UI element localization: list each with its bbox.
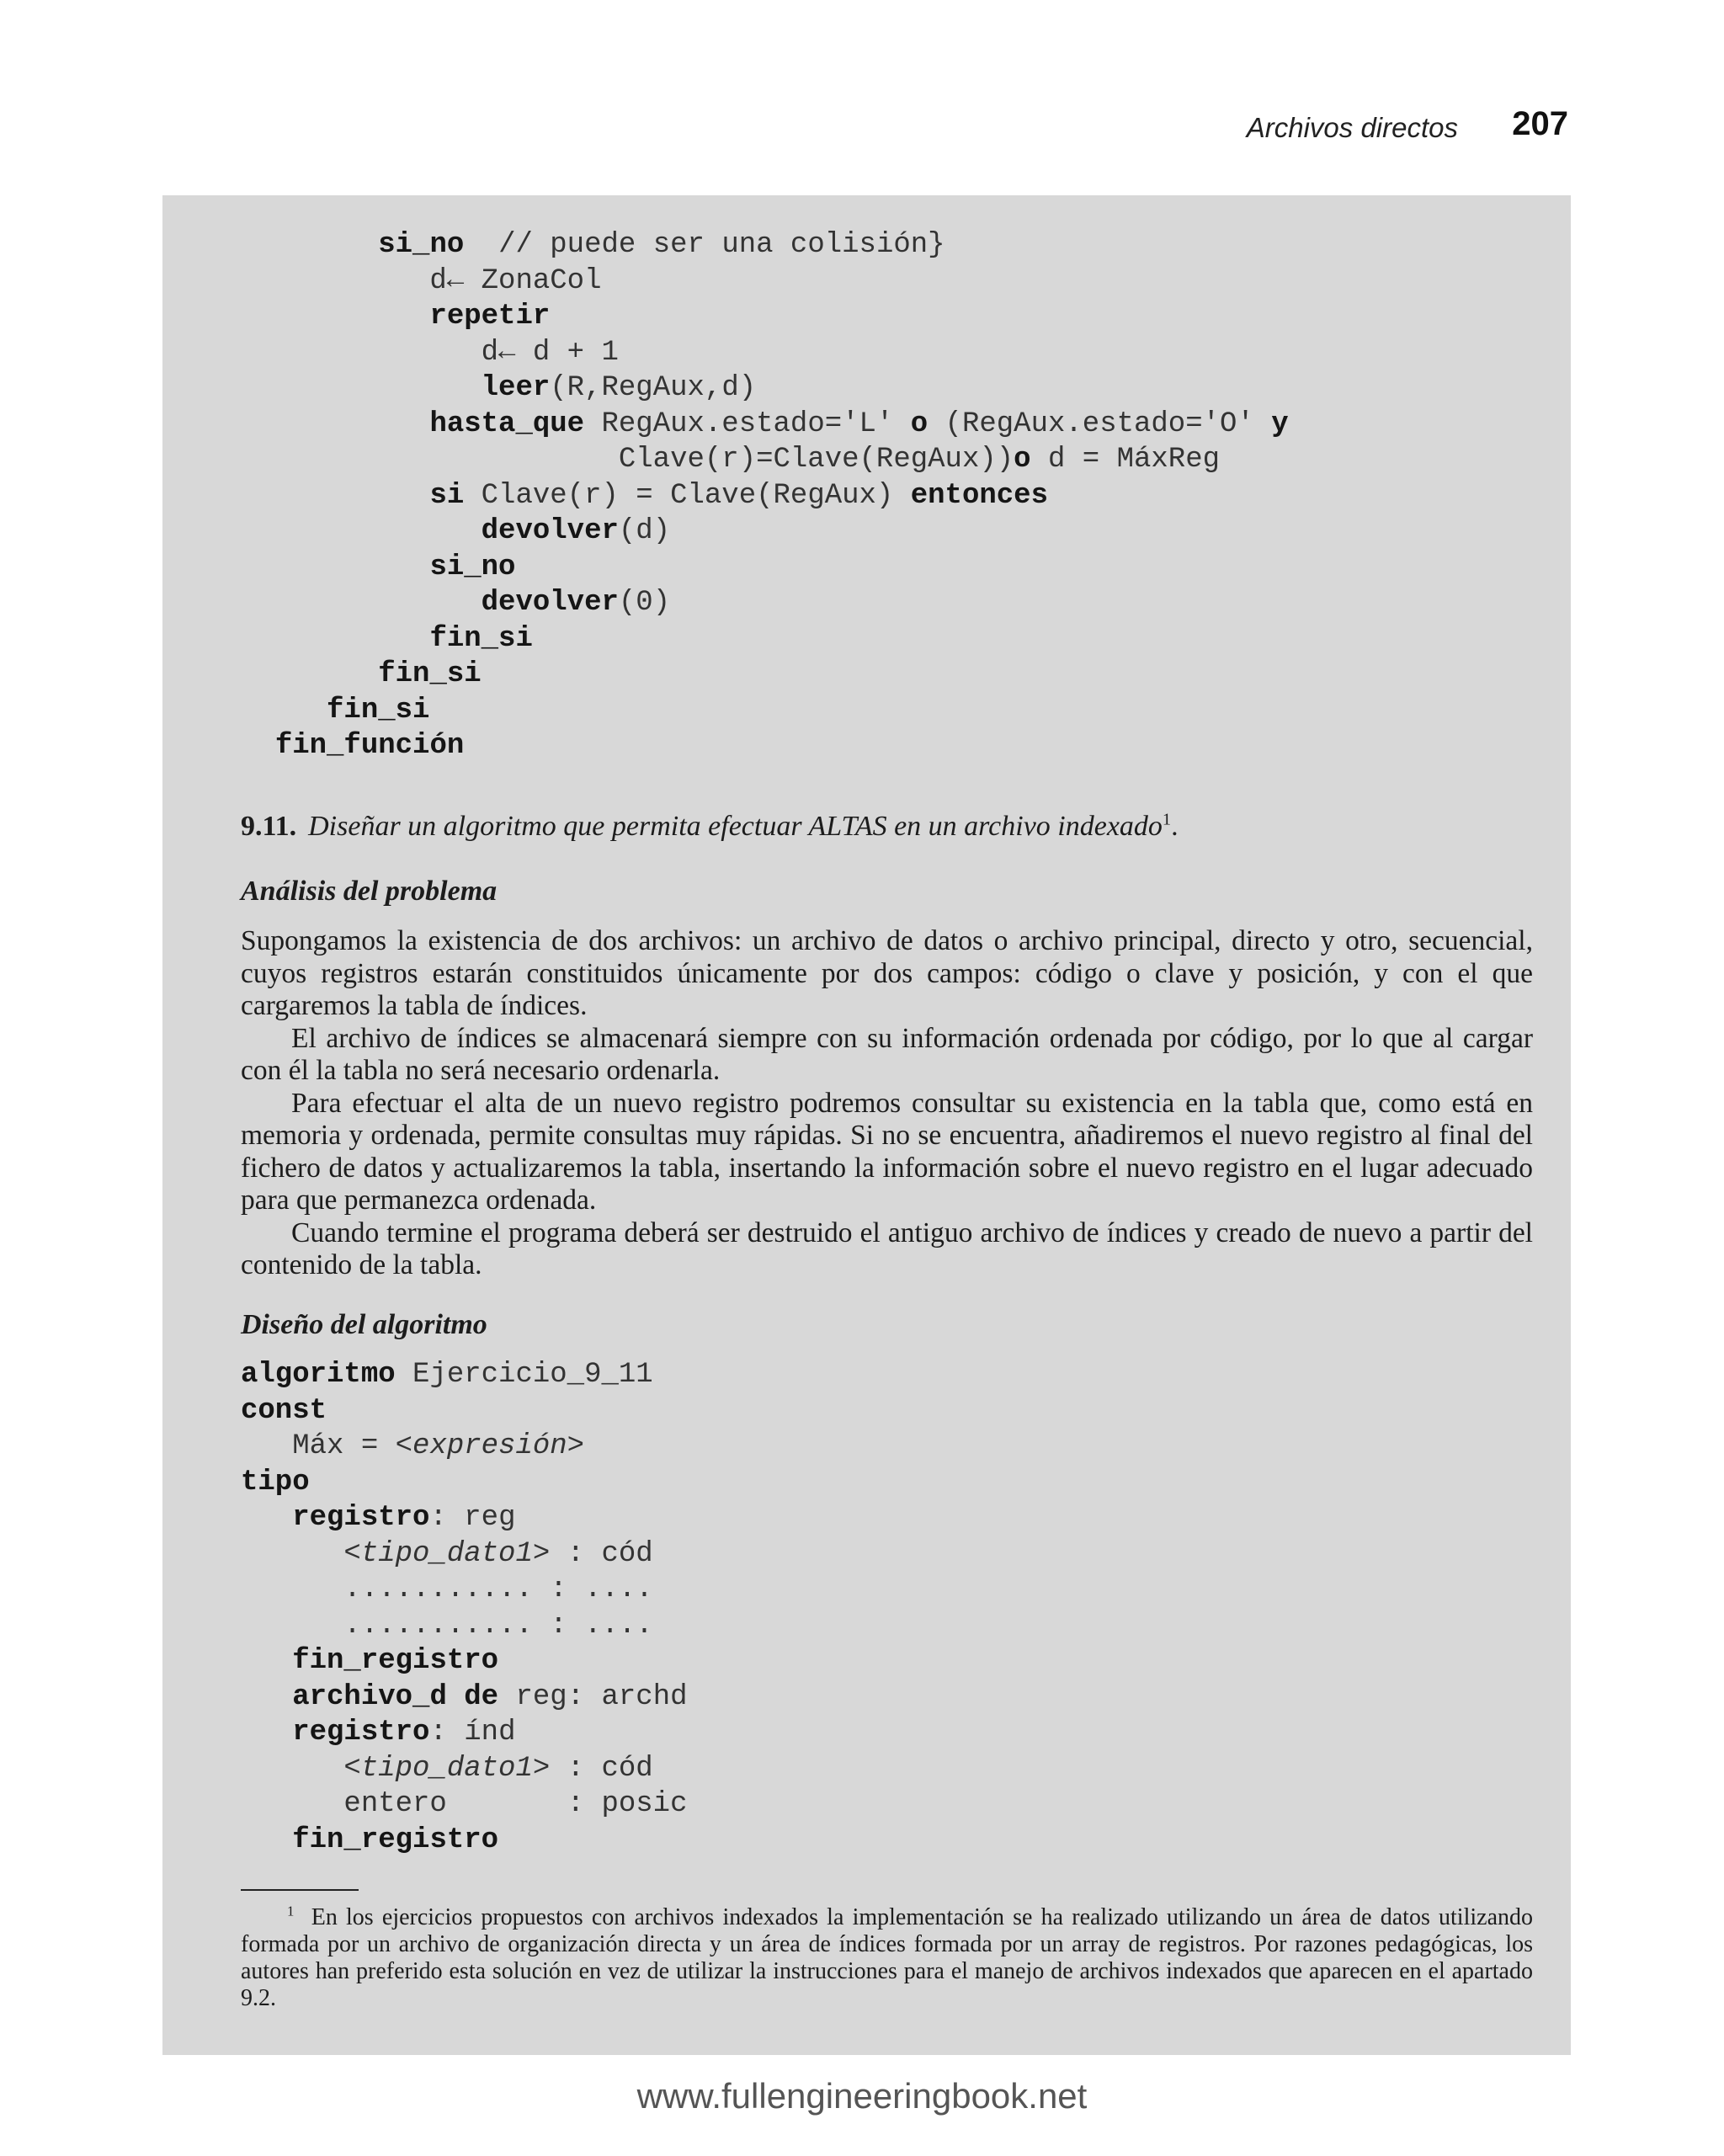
code-keyword: si_no: [378, 229, 465, 261]
code-line: [241, 585, 670, 620]
code-text: (RegAux.estado='O': [928, 407, 1272, 440]
code-line: [241, 1429, 584, 1464]
design-heading: Diseño del algoritmo: [241, 1309, 487, 1340]
code-line: [241, 514, 670, 549]
code-keyword: registro: [292, 1717, 430, 1749]
code-text: : cód: [550, 1752, 653, 1785]
code-keyword: devolver: [481, 515, 619, 547]
code-text: RegAux.estado='L': [584, 407, 911, 440]
code-line: [241, 335, 619, 370]
code-line: [241, 1572, 653, 1607]
code-text: : reg: [429, 1502, 516, 1534]
code-text: ........... : ....: [241, 1573, 653, 1605]
code-text: [241, 301, 429, 333]
code-keyword: o: [1014, 444, 1031, 476]
code-keyword: repetir: [429, 301, 551, 333]
code-line: [241, 1643, 498, 1679]
code-line: [241, 1751, 653, 1786]
code-keyword: devolver: [481, 587, 619, 619]
analysis-paragraph-1: Supongamos la existencia de dos archivos: un archivo de datos o archivo principal, directo y otro, secuencial, cuyos registros estarán constituidos únicamente por dos campos: código o clave y posición, y con el que cargaremos la tabla de índices.: [241, 925, 1533, 1021]
code-keyword: algoritmo: [241, 1359, 396, 1391]
code-text: (d): [618, 515, 671, 547]
footnote-ref: 1: [1162, 810, 1172, 829]
code-line: [241, 1608, 653, 1643]
code-text: [241, 1502, 292, 1534]
code-text: [241, 1538, 343, 1570]
code-line: [241, 1536, 653, 1572]
code-text: [241, 1645, 292, 1677]
code-keyword: fin_registro: [292, 1645, 499, 1677]
analysis-body: [241, 925, 1533, 1282]
code-line: [241, 1393, 327, 1429]
code-line: [241, 1465, 310, 1500]
code-line: [241, 370, 756, 406]
code-keyword: entonces: [910, 479, 1048, 512]
analysis-paragraph-4: Cuando termine el programa deberá ser destruido el antiguo archivo de índices y creado de nuevo a partir del contenido de la tabla.: [241, 1216, 1533, 1280]
code-text: [241, 1824, 292, 1856]
code-text: Clave(r) = Clave(RegAux): [464, 479, 911, 512]
code-line: [241, 1823, 498, 1858]
code-text: [241, 1717, 292, 1749]
code-keyword: hasta_que: [429, 407, 585, 440]
code-text: [241, 372, 482, 404]
code-line: [241, 693, 429, 728]
code-line: [241, 1715, 515, 1750]
exercise-number: 9.11.: [241, 811, 297, 842]
code-line: [241, 621, 533, 657]
exercise-period: .: [1171, 811, 1179, 842]
code-text: ........... : ....: [241, 1609, 653, 1642]
running-title: Archivos directos: [1246, 112, 1458, 143]
code-text: [241, 658, 378, 690]
code-keyword: registro: [292, 1502, 430, 1534]
code-keyword: y: [1271, 407, 1289, 440]
code-keyword: o: [910, 407, 929, 440]
code-line: [241, 478, 1048, 514]
code-text: [241, 551, 429, 583]
code-text: d← d + 1: [241, 336, 619, 369]
code-keyword: const: [241, 1394, 327, 1427]
code-text: [241, 1753, 343, 1785]
exercise-statement: [241, 811, 1179, 843]
analysis-heading: Análisis del problema: [241, 876, 498, 907]
code-text: // puede ser una colisión}: [464, 229, 945, 261]
code-text: (0): [618, 587, 671, 619]
code-text: reg: archd: [498, 1680, 688, 1713]
code-line: [241, 657, 482, 692]
code-keyword: tipo: [241, 1466, 310, 1499]
code-placeholder: <tipo_dato1>: [343, 1537, 551, 1570]
code-text: [241, 408, 429, 440]
code-line: [241, 728, 464, 764]
code-keyword: leer: [481, 372, 551, 404]
code-line: [241, 407, 1289, 442]
site-url: www.fullengineeringbook.net: [636, 2076, 1088, 2116]
code-text: d← ZonaCol: [241, 264, 602, 297]
code-text: [241, 587, 482, 619]
code-line: [241, 550, 515, 585]
code-line: [241, 227, 945, 263]
footnote-rule: [241, 1889, 359, 1891]
code-text: [241, 623, 429, 655]
code-keyword: archivo_d de: [292, 1680, 499, 1713]
code-text: Clave(r)=Clave(RegAux)): [241, 444, 1014, 476]
code-text: [241, 1681, 292, 1713]
exercise-text: Diseñar un algoritmo que permita efectuar ALTAS en un archivo indexado: [308, 811, 1163, 842]
code-keyword: fin_si: [378, 658, 482, 690]
code-text: Ejercicio_9_11: [395, 1359, 653, 1391]
code-text: : índ: [429, 1717, 516, 1749]
code-line: [241, 1786, 688, 1822]
code-keyword: fin_registro: [292, 1823, 499, 1856]
code-line: [241, 1357, 653, 1392]
code-keyword: si: [429, 479, 465, 512]
analysis-paragraph-3: Para efectuar el alta de un nuevo registro podremos consultar su existencia en la tabla que, como está en memoria y ordenada, permite consultas muy rápidas. Si no se encuentra, añadiremos el nuevo registro al final del fichero de datos y actualizaremos la tabla, insertando la información sobre el nuevo registro en el lugar adecuado para que permanezca ordenada.: [241, 1087, 1533, 1216]
code-text: (R,RegAux,d): [550, 372, 757, 404]
code-placeholder: <expresión>: [395, 1430, 585, 1462]
code-text: Máx =: [241, 1430, 396, 1462]
code-keyword: fin_si: [429, 622, 533, 655]
code-text: entero : posic: [241, 1788, 688, 1820]
footnote: [241, 1904, 1533, 2012]
code-placeholder: <tipo_dato1>: [343, 1752, 551, 1785]
code-line: [241, 1680, 688, 1715]
footnote-marker: 1: [287, 1903, 295, 1919]
code-text: [241, 695, 327, 727]
code-keyword: fin_función: [274, 730, 465, 762]
code-line: [241, 264, 601, 299]
code-keyword: si_no: [429, 551, 516, 583]
code-text: [241, 730, 275, 762]
code-text: [241, 229, 378, 261]
code-text: : cód: [550, 1537, 653, 1570]
code-keyword: fin_si: [327, 694, 430, 727]
code-line: [241, 442, 1220, 477]
code-line: [241, 1500, 515, 1536]
code-text: [241, 480, 429, 512]
code-text: [241, 515, 482, 547]
page-number: 207: [1512, 105, 1568, 142]
code-line: [241, 299, 550, 334]
footnote-text: En los ejercicios propuestos con archivos indexados la implementación se ha realizado utilizando un área de datos utilizando formada por un archivo de organización directa y un área de índices formada por un array de registros. Por razones pedagógicas, los autores han preferido esta solución en vez de utilizar la instrucciones para el manejo de archivos indexados que aparecen en el apartado 9.2.: [241, 1904, 1533, 2011]
code-text: d = MáxReg: [1030, 444, 1220, 476]
analysis-paragraph-2: El archivo de índices se almacenará siempre con su información ordenada por código, por lo que al cargar con él la tabla no será necesario ordenarla.: [241, 1022, 1533, 1086]
